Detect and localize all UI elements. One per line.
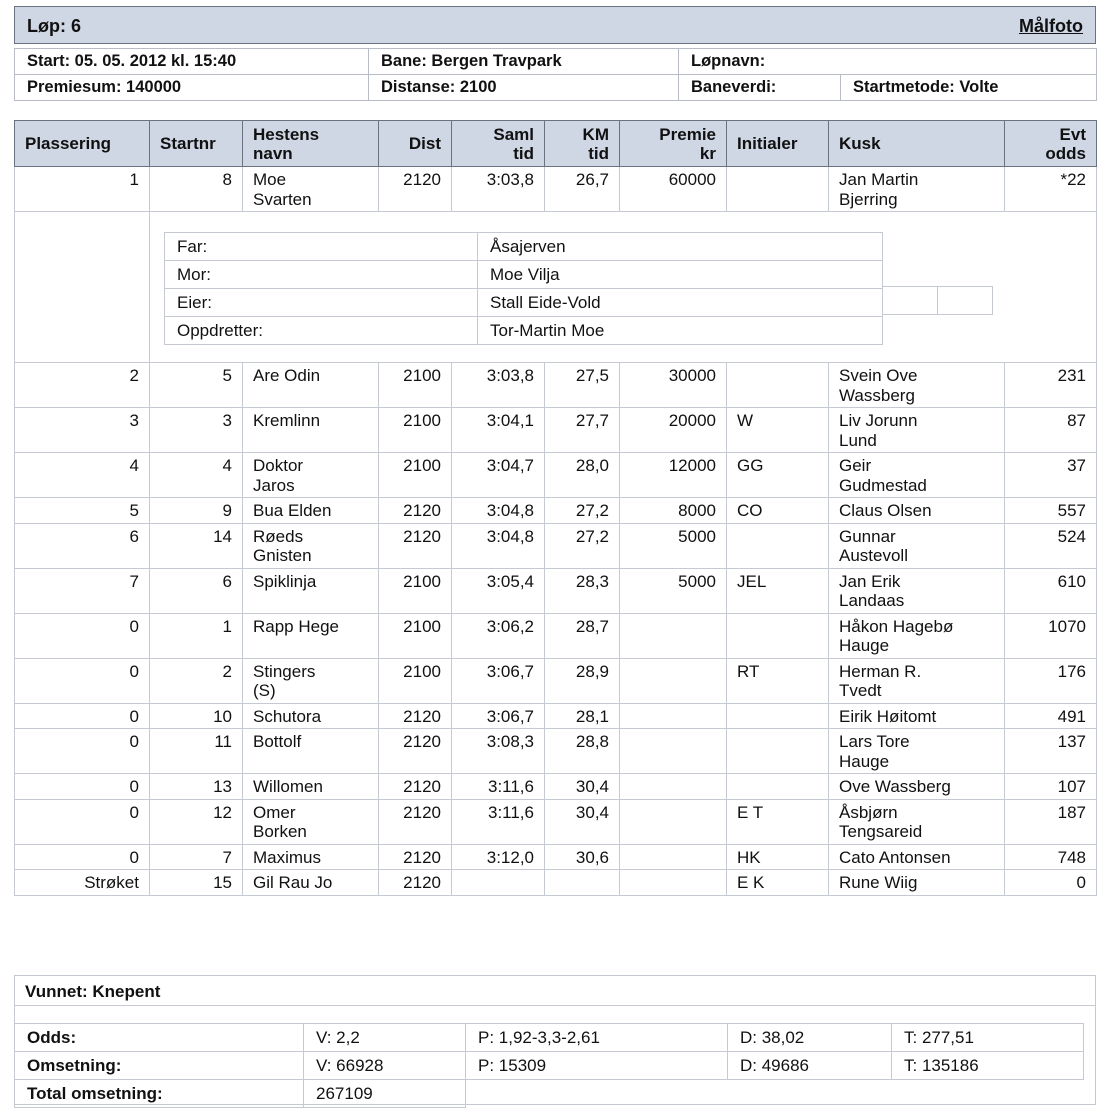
cell-premie: 60000 <box>620 167 727 212</box>
cell-plassering: 0 <box>15 703 150 729</box>
cell-kusk: Svein Ove Wassberg <box>829 363 1005 408</box>
cell-hestens-navn[interactable]: Stingers (S) <box>243 658 379 703</box>
pedigree-table <box>164 232 883 345</box>
cell-hestens-navn[interactable]: Røeds Gnisten <box>243 523 379 568</box>
cell-initialer: E K <box>727 870 829 896</box>
cell-premie: 20000 <box>620 408 727 453</box>
cell-dist: 2120 <box>379 703 452 729</box>
cell-kusk: Claus Olsen <box>829 498 1005 524</box>
cell-dist: 2120 <box>379 167 452 212</box>
cell-plassering: 7 <box>15 568 150 613</box>
lopnavn-info: Løpnavn: <box>679 49 1097 75</box>
eier-value: Stall Eide-Vold <box>478 289 883 317</box>
cell-startnr: 15 <box>150 870 243 896</box>
cell-dist: 2120 <box>379 729 452 774</box>
cell-dist: 2100 <box>379 453 452 498</box>
cell-startnr: 2 <box>150 658 243 703</box>
cell-dist: 2120 <box>379 870 452 896</box>
table-row[interactable] <box>15 844 1097 870</box>
cell-plassering: 1 <box>15 167 150 212</box>
cell-startnr: 14 <box>150 523 243 568</box>
col-premie[interactable]: Premie kr <box>620 121 727 167</box>
cell-premie: 5000 <box>620 523 727 568</box>
cell-premie: 30000 <box>620 363 727 408</box>
col-startnr[interactable]: Startnr <box>150 121 243 167</box>
odds-v: V: 2,2 <box>304 1024 466 1052</box>
col-kusk[interactable]: Kusk <box>829 121 1005 167</box>
cell-plassering: 2 <box>15 363 150 408</box>
oppdretter-label: Oppdretter: <box>165 317 478 345</box>
omsetning-p: P: 15309 <box>466 1052 728 1080</box>
cell-saml-tid: 3:12,0 <box>452 844 545 870</box>
cell-startnr: 8 <box>150 167 243 212</box>
cell-kusk: Geir Gudmestad <box>829 453 1005 498</box>
table-row[interactable] <box>15 774 1097 800</box>
cell-km-tid: 27,7 <box>545 408 620 453</box>
omsetning-t: T: 135186 <box>892 1052 1084 1080</box>
cell-km-tid: 28,1 <box>545 703 620 729</box>
cell-initialer <box>727 613 829 658</box>
cell-startnr: 5 <box>150 363 243 408</box>
cell-evt-odds: 137 <box>1005 729 1097 774</box>
table-row[interactable] <box>15 498 1097 524</box>
total-omsetning-label: Total omsetning: <box>15 1080 304 1108</box>
table-row[interactable] <box>15 870 1097 896</box>
cell-saml-tid: 3:04,8 <box>452 498 545 524</box>
cell-kusk: Håkon Hagebø Hauge <box>829 613 1005 658</box>
table-row[interactable] <box>15 613 1097 658</box>
cell-km-tid: 28,0 <box>545 453 620 498</box>
race-header <box>14 6 1096 44</box>
cell-initialer: E T <box>727 799 829 844</box>
cell-kusk: Cato Antonsen <box>829 844 1005 870</box>
col-saml-tid[interactable]: Saml tid <box>452 121 545 167</box>
omsetning-label: Omsetning: <box>15 1052 304 1080</box>
cell-saml-tid: 3:05,4 <box>452 568 545 613</box>
cell-dist: 2100 <box>379 408 452 453</box>
results-header-row <box>15 121 1097 167</box>
cell-km-tid: 28,8 <box>545 729 620 774</box>
cell-initialer: GG <box>727 453 829 498</box>
cell-initialer <box>727 729 829 774</box>
cell-hestens-navn[interactable]: Gil Rau Jo <box>243 870 379 896</box>
cell-startnr: 9 <box>150 498 243 524</box>
cell-dist: 2100 <box>379 363 452 408</box>
cell-initialer: RT <box>727 658 829 703</box>
cell-kusk: Eirik Høitomt <box>829 703 1005 729</box>
cell-evt-odds: 107 <box>1005 774 1097 800</box>
cell-hestens-navn[interactable]: Schutora <box>243 703 379 729</box>
total-row <box>15 1080 1084 1108</box>
cell-kusk: Herman R. Tvedt <box>829 658 1005 703</box>
cell-plassering: 5 <box>15 498 150 524</box>
cell-startnr: 11 <box>150 729 243 774</box>
cell-plassering: 0 <box>15 774 150 800</box>
cell-kusk: Rune Wiig <box>829 870 1005 896</box>
cell-plassering: 4 <box>15 453 150 498</box>
cell-hestens-navn[interactable]: Maximus <box>243 844 379 870</box>
cell-kusk: Jan Martin Bjerring <box>829 167 1005 212</box>
cell-startnr: 7 <box>150 844 243 870</box>
col-dist[interactable]: Dist <box>379 121 452 167</box>
cell-hestens-navn[interactable]: Spiklinja <box>243 568 379 613</box>
cell-evt-odds: 37 <box>1005 453 1097 498</box>
cell-hestens-navn[interactable]: Omer Borken <box>243 799 379 844</box>
cell-saml-tid: 3:06,7 <box>452 658 545 703</box>
results-table <box>14 120 1097 896</box>
pedigree-cell <box>150 212 1097 363</box>
cell-km-tid <box>545 870 620 896</box>
cell-initialer: JEL <box>727 568 829 613</box>
cell-saml-tid: 3:04,8 <box>452 523 545 568</box>
mor-label: Mor: <box>165 261 478 289</box>
odds-p: P: 1,92-3,3-2,61 <box>466 1024 728 1052</box>
cell-dist: 2120 <box>379 523 452 568</box>
odds-d: D: 38,02 <box>728 1024 892 1052</box>
cell-hestens-navn[interactable]: Bottolf <box>243 729 379 774</box>
bane-info: Bane: Bergen Travpark <box>369 49 679 75</box>
total-omsetning-value: 267109 <box>304 1080 466 1108</box>
cell-dist: 2120 <box>379 498 452 524</box>
cell-saml-tid: 3:03,8 <box>452 363 545 408</box>
premiesum-info: Premiesum: 140000 <box>15 75 369 101</box>
cell-hestens-navn[interactable]: Doktor Jaros <box>243 453 379 498</box>
cell-plassering: 0 <box>15 613 150 658</box>
cell-evt-odds: 231 <box>1005 363 1097 408</box>
far-value: Åsajerven <box>478 233 883 261</box>
odds-t: T: 277,51 <box>892 1024 1084 1052</box>
cell-evt-odds: 748 <box>1005 844 1097 870</box>
cell-plassering: 0 <box>15 799 150 844</box>
cell-dist: 2120 <box>379 774 452 800</box>
odds-label: Odds: <box>15 1024 304 1052</box>
cell-hestens-navn[interactable]: Moe Svarten <box>243 167 379 212</box>
cell-hestens-navn[interactable]: Kremlinn <box>243 408 379 453</box>
cell-hestens-navn[interactable]: Rapp Hege <box>243 613 379 658</box>
table-row[interactable] <box>15 363 1097 408</box>
startmetode-info: Startmetode: Volte <box>841 75 1097 101</box>
cell-premie <box>620 613 727 658</box>
cell-premie <box>620 703 727 729</box>
cell-evt-odds: 491 <box>1005 703 1097 729</box>
cell-kusk: Lars Tore Hauge <box>829 729 1005 774</box>
cell-premie <box>620 799 727 844</box>
cell-plassering: 0 <box>15 658 150 703</box>
cell-plassering: 0 <box>15 844 150 870</box>
cell-initialer <box>727 167 829 212</box>
cell-premie <box>620 658 727 703</box>
col-initialer[interactable]: Initialer <box>727 121 829 167</box>
cell-plassering: 3 <box>15 408 150 453</box>
cell-saml-tid: 3:08,3 <box>452 729 545 774</box>
mor-value: Moe Vilja <box>478 261 883 289</box>
far-label: Far: <box>165 233 478 261</box>
cell-initialer: W <box>727 408 829 453</box>
empty-cell <box>883 287 938 315</box>
pedigree-spacer <box>15 212 150 363</box>
cell-initialer: HK <box>727 844 829 870</box>
odds-table <box>14 1023 1084 1108</box>
cell-startnr: 6 <box>150 568 243 613</box>
cell-evt-odds: *22 <box>1005 167 1097 212</box>
cell-plassering: 0 <box>15 729 150 774</box>
cell-evt-odds: 176 <box>1005 658 1097 703</box>
vunnet-title: Vunnet: Knepent <box>25 982 161 1001</box>
col-evt-odds[interactable]: Evt odds <box>1005 121 1097 167</box>
cell-km-tid: 27,5 <box>545 363 620 408</box>
eier-label: Eier: <box>165 289 478 317</box>
cell-evt-odds: 187 <box>1005 799 1097 844</box>
cell-hestens-navn[interactable]: Are Odin <box>243 363 379 408</box>
cell-saml-tid: 3:11,6 <box>452 799 545 844</box>
cell-premie <box>620 844 727 870</box>
cell-premie <box>620 774 727 800</box>
cell-saml-tid <box>452 870 545 896</box>
cell-evt-odds: 557 <box>1005 498 1097 524</box>
cell-dist: 2100 <box>379 613 452 658</box>
cell-km-tid: 27,2 <box>545 523 620 568</box>
cell-initialer <box>727 703 829 729</box>
omsetning-row <box>15 1052 1084 1080</box>
table-row-winner[interactable] <box>15 167 1097 212</box>
cell-evt-odds: 610 <box>1005 568 1097 613</box>
cell-evt-odds: 1070 <box>1005 613 1097 658</box>
cell-dist: 2120 <box>379 799 452 844</box>
table-row[interactable] <box>15 799 1097 844</box>
cell-initialer: CO <box>727 498 829 524</box>
oppdretter-value: Tor-Martin Moe <box>478 317 883 345</box>
baneverdi-info: Baneverdi: <box>679 75 841 101</box>
cell-kusk: Liv Jorunn Lund <box>829 408 1005 453</box>
cell-startnr: 1 <box>150 613 243 658</box>
cell-startnr: 4 <box>150 453 243 498</box>
cell-dist: 2120 <box>379 844 452 870</box>
cell-km-tid: 26,7 <box>545 167 620 212</box>
vunnet-divider <box>15 1005 1095 1006</box>
col-hestens-navn[interactable]: Hestens navn <box>243 121 379 167</box>
cell-evt-odds: 0 <box>1005 870 1097 896</box>
cell-initialer <box>727 774 829 800</box>
table-row[interactable] <box>15 523 1097 568</box>
table-row[interactable] <box>15 408 1097 453</box>
cell-plassering: Strøket <box>15 870 150 896</box>
col-plassering[interactable]: Plassering <box>15 121 150 167</box>
pedigree-row <box>15 212 1097 363</box>
cell-km-tid: 30,4 <box>545 799 620 844</box>
empty-cell <box>938 287 993 315</box>
race-number: Løp: 6 <box>27 16 81 36</box>
table-row[interactable] <box>15 703 1097 729</box>
cell-premie: 5000 <box>620 568 727 613</box>
cell-saml-tid: 3:06,7 <box>452 703 545 729</box>
cell-premie: 12000 <box>620 453 727 498</box>
cell-hestens-navn[interactable]: Willomen <box>243 774 379 800</box>
cell-km-tid: 28,3 <box>545 568 620 613</box>
omsetning-v: V: 66928 <box>304 1052 466 1080</box>
cell-saml-tid: 3:04,1 <box>452 408 545 453</box>
col-km-tid[interactable]: KM tid <box>545 121 620 167</box>
cell-evt-odds: 87 <box>1005 408 1097 453</box>
malfoto-link[interactable]: Målfoto <box>1019 16 1083 36</box>
cell-kusk: Jan Erik Landaas <box>829 568 1005 613</box>
table-row[interactable] <box>15 729 1097 774</box>
cell-kusk: Åsbjørn Tengsareid <box>829 799 1005 844</box>
cell-dist: 2100 <box>379 658 452 703</box>
cell-saml-tid: 3:11,6 <box>452 774 545 800</box>
cell-km-tid: 27,2 <box>545 498 620 524</box>
cell-initialer <box>727 523 829 568</box>
distanse-info: Distanse: 2100 <box>369 75 679 101</box>
cell-premie <box>620 729 727 774</box>
odds-row <box>15 1024 1084 1052</box>
cell-dist: 2100 <box>379 568 452 613</box>
cell-evt-odds: 524 <box>1005 523 1097 568</box>
cell-startnr: 13 <box>150 774 243 800</box>
table-row[interactable] <box>15 453 1097 498</box>
cell-premie: 8000 <box>620 498 727 524</box>
cell-startnr: 12 <box>150 799 243 844</box>
cell-saml-tid: 3:03,8 <box>452 167 545 212</box>
pedigree-side-cells <box>882 286 993 315</box>
cell-km-tid: 30,4 <box>545 774 620 800</box>
cell-km-tid: 28,7 <box>545 613 620 658</box>
cell-saml-tid: 3:06,2 <box>452 613 545 658</box>
cell-startnr: 3 <box>150 408 243 453</box>
cell-initialer <box>727 363 829 408</box>
omsetning-d: D: 49686 <box>728 1052 892 1080</box>
cell-kusk: Ove Wassberg <box>829 774 1005 800</box>
cell-plassering: 6 <box>15 523 150 568</box>
cell-km-tid: 28,9 <box>545 658 620 703</box>
race-info-table <box>14 48 1097 101</box>
cell-km-tid: 30,6 <box>545 844 620 870</box>
start-info: Start: 05. 05. 2012 kl. 15:40 <box>15 49 369 75</box>
table-row[interactable] <box>15 658 1097 703</box>
cell-hestens-navn[interactable]: Bua Elden <box>243 498 379 524</box>
cell-startnr: 10 <box>150 703 243 729</box>
table-row[interactable] <box>15 568 1097 613</box>
cell-saml-tid: 3:04,7 <box>452 453 545 498</box>
cell-premie <box>620 870 727 896</box>
cell-kusk: Gunnar Austevoll <box>829 523 1005 568</box>
